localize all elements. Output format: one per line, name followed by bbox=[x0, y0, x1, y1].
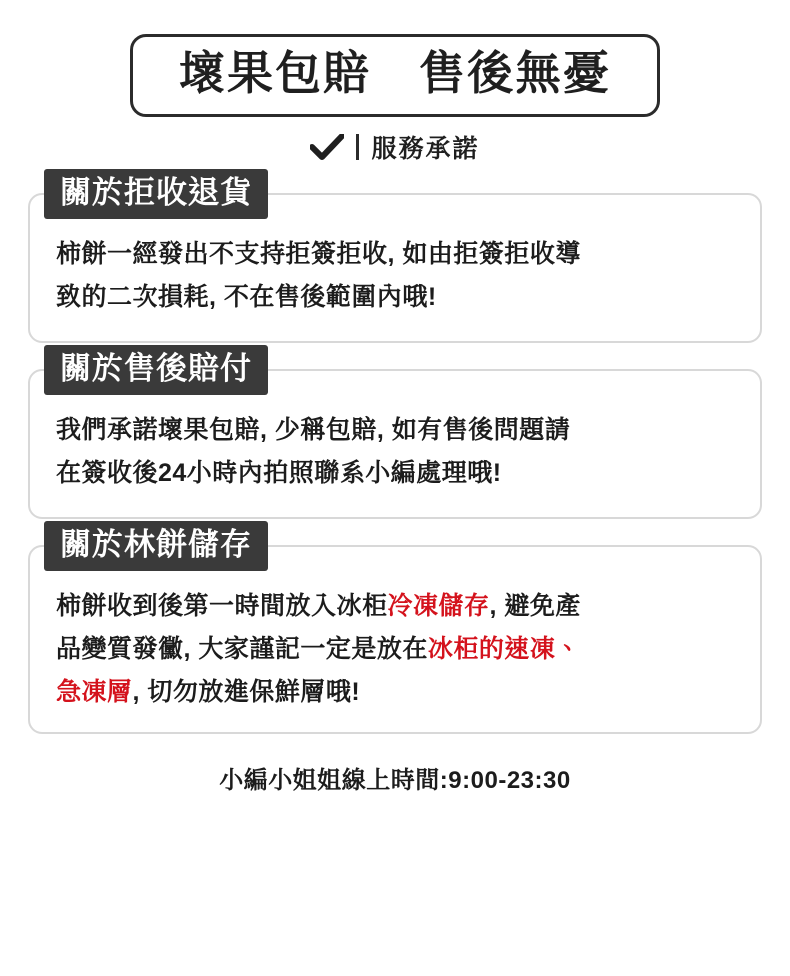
card-body-line bbox=[56, 409, 734, 452]
card-body-text bbox=[56, 585, 734, 714]
page-title: 壞果包賠 售後無憂 bbox=[179, 47, 611, 99]
body-text: 在簽收後24小時內拍照聯系小編處理哦! bbox=[56, 458, 502, 487]
body-text: 柿餅收到後第一時間放入冰柜 bbox=[56, 591, 388, 620]
card-tag-label: 關於售後賠付 bbox=[44, 345, 268, 395]
subtitle-row bbox=[0, 129, 790, 165]
card-body-text bbox=[56, 409, 734, 495]
info-card bbox=[28, 174, 762, 343]
card-body-line bbox=[56, 452, 734, 495]
footer-service-hours: 小編小姐姐線上時間:9:00-23:30 bbox=[219, 766, 571, 794]
card-body-text bbox=[56, 233, 734, 319]
body-text: 致的二次損耗, 不在售後範圍內哦! bbox=[56, 282, 437, 311]
info-card bbox=[28, 350, 762, 519]
body-text: , 避免產 bbox=[489, 591, 581, 620]
card-body-line bbox=[56, 276, 734, 319]
card-body-line bbox=[56, 585, 734, 628]
card-tag-label: 關於拒收退貨 bbox=[44, 169, 268, 219]
info-card-list bbox=[0, 174, 790, 734]
card-body-line bbox=[56, 671, 734, 714]
info-card bbox=[28, 526, 762, 734]
highlighted-text: 急凍層 bbox=[56, 677, 133, 706]
vertical-divider bbox=[356, 134, 359, 160]
card-tag-label: 關於林餅儲存 bbox=[44, 521, 268, 571]
page-header bbox=[0, 0, 790, 165]
page-subtitle: 服務承諾 bbox=[371, 134, 480, 163]
check-mark-icon bbox=[310, 134, 344, 160]
highlighted-text: 冷凍儲存 bbox=[387, 591, 490, 620]
body-text: , 切勿放進保鮮層哦! bbox=[132, 677, 361, 706]
body-text: 品變質發黴, 大家謹記一定是放在 bbox=[56, 634, 428, 663]
card-body-line bbox=[56, 233, 734, 276]
body-text: 柿餅一經發出不支持拒簽拒收, 如由拒簽拒收導 bbox=[56, 239, 581, 268]
highlighted-text: 冰柜的速凍、 bbox=[427, 634, 581, 663]
body-text: 我們承諾壞果包賠, 少稱包賠, 如有售後問題請 bbox=[56, 415, 571, 444]
title-box bbox=[130, 34, 660, 117]
card-body-line bbox=[56, 628, 734, 671]
